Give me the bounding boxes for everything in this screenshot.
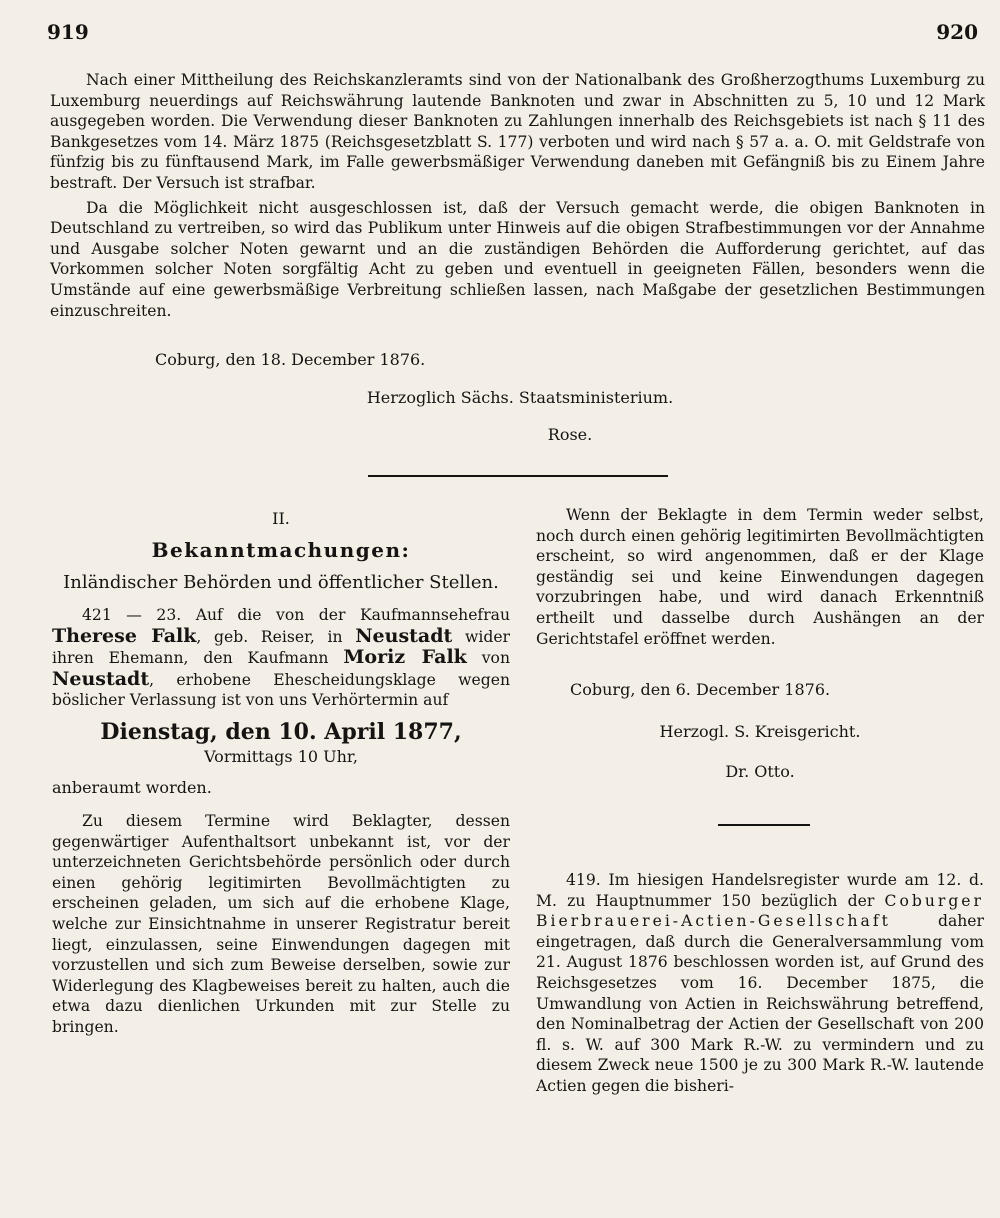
right-column <box>536 505 984 649</box>
defendant-name: Moriz Falk <box>343 646 467 669</box>
scheduled-text: anberaumt worden. <box>52 777 212 797</box>
notice-421-summons: Zu diesem Termine wird Beklagter, dessen gegenwärtiger Aufenthaltsort unbekannt ist, vor der unterzeichneten Gerichtsbehörde persönlich oder durch einen gehörig legitimirten Bevollmächtigten zu erscheinen geladen, um sich auf die erhobene Klage, welche zur Einsichtnahme in unserer Registratur bereit liegt, einzulassen, seine Einwendungen dagegen mit vorzustellen und sich zum Beweise derselben, sowie zur Widerlegung des Klagbeweises bereit zu halten, auch die etwa dazu dienlichen Urkunden mit zur Stelle zu bringen. <box>52 811 510 1036</box>
section-number: II. <box>272 509 290 528</box>
left-column <box>52 505 510 1038</box>
intro-authority: Herzoglich Sächs. Staatsministerium. <box>366 388 674 407</box>
hearing-date: Dienstag, den 10. April 1877, <box>100 718 462 745</box>
court-signature: Dr. Otto. <box>725 762 795 781</box>
hearing-time: Vormittags 10 Uhr, <box>204 746 358 766</box>
notice-number: 421 — 23. <box>82 606 182 624</box>
reichskanzleramt-notice <box>50 70 985 321</box>
section-subtitle: Inländischer Behörden und öffentlicher Stellen. <box>63 572 499 593</box>
notice-paragraph-1: Nach einer Mittheilung des Reichskanzleramts sind von der Nationalbank des Großherzogthums Luxemburg zu Luxemburg neuerdings auf Reichswährung lautende Banknoten und zwar in Abschnitten zu 5, 10 und 12 Mark ausgegeben worden. Die Verwendung dieser Banknoten zu Zahlungen innerhalb des Reichsgebiets ist nach § 11 des Bankgesetzes vom 14. März 1875 (Reichsgesetzblatt S. 177) verboten und wird nach § 57 a. a. O. mit Geldstrafe von fünfzig bis zu fünftausend Mark, im Falle gewerbsmäßiger Verwendung daneben mit Gefängniß bis zu Einem Jahre bestraft. Der Versuch ist strafbar. <box>50 71 985 192</box>
notice-421-default: Wenn der Beklagte in dem Termin weder selbst, noch durch einen gehörig legitimirten Bevollmächtigten erscheint, so wird angenommen, daß er der Klage geständig sei und keine Einwendungen dagegen vorzubringen habe, und wird danach Erkenntniß ertheilt und dasselbe durch Aushängen an der Gerichtstafel eröffnet werden. <box>536 506 984 648</box>
page-number-left: 919 <box>47 20 89 44</box>
section-divider <box>368 475 668 477</box>
notice-419-text: 419. Im hiesigen Handelsregister wurde am 12. d. M. zu Hauptnummer 150 bezüglich der Coburger Bierbrauerei-Actien-Gesellschaft daher eingetragen, daß durch die Generalversammlung vom 21. August 1876 beschlossen worden ist, auf Grund des Reichsgesetzes vom 16. December 1875, die Umwandlung von Actien in Reichswährung betreffend, den Nominalbetrag der Actien der Gesellschaft von 200 fl. s. W. auf 300 Mark R.-W. zu vermindern und zu diesem Zweck neue 1500 je zu 300 Mark R.-W. lautende Actien gegen die bisheri- <box>536 871 984 1095</box>
plaintiff-name: Therese Falk <box>52 624 197 647</box>
handelsregister-notice <box>536 870 984 1097</box>
notice-421-intro: 421 — 23. Auf die von der Kaufmannsehefrau Therese Falk, geb. Reiser, in Neustadt wider ihren Ehemann, den Kaufmann Moriz Falk von Neustadt, erhobene Ehescheidungsklage wegen böslicher Verlassung ist von uns Verhörtermin auf <box>52 606 510 710</box>
notice-paragraph-2: Da die Möglichkeit nicht ausgeschlossen ist, daß der Versuch gemacht werde, die obigen Banknoten in Deutschland zu vertreiben, so wird das Publikum unter Hinweis auf die obigen Strafbestimmungen vor der Annahme und Ausgabe solcher Noten gewarnt und an die zuständigen Behörden die Aufforderung gerichtet, auf das Vorkommen solcher Noten sorgfältig Acht zu geben und eventuell in geeigneten Fällen, besonders wenn die Umstände auf eine gewerbsmäßige Verbreitung schließen lassen, nach Maßgabe der gesetzlichen Bestimmungen einzuschreiten. <box>50 198 985 320</box>
defendant-place: Neustadt <box>52 667 150 690</box>
intro-signature: Rose. <box>547 425 593 444</box>
notice-divider <box>718 824 810 826</box>
plaintiff-place: Neustadt <box>355 624 453 647</box>
court-authority: Herzogl. S. Kreisgericht. <box>659 722 861 741</box>
section-title: Bekanntmachungen: <box>151 538 411 562</box>
court-place-date: Coburg, den 6. December 1876. <box>570 680 831 699</box>
intro-place-date: Coburg, den 18. December 1876. <box>155 350 426 369</box>
page-number-right: 920 <box>936 20 978 44</box>
company-name: Coburger Bierbrauerei-Actien-Gesellschaft <box>536 891 984 931</box>
